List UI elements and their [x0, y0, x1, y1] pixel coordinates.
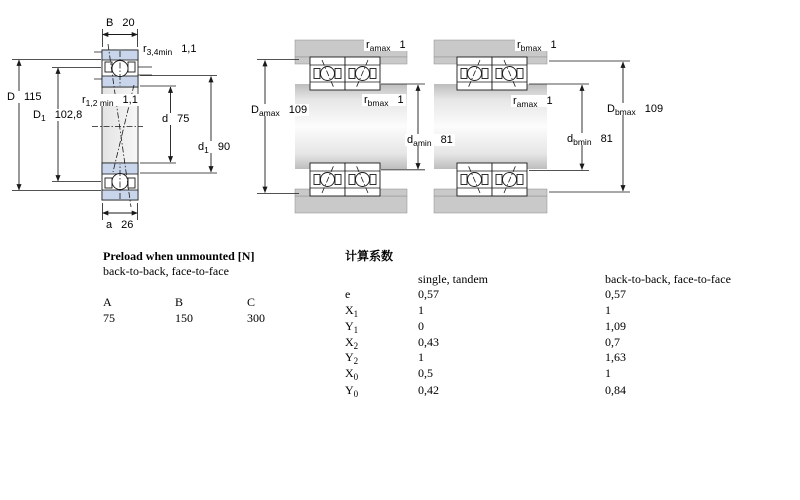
housing-shoulder — [527, 189, 547, 196]
preload-table — [103, 249, 323, 329]
factors-row: $X_1$ — [345, 303, 359, 319]
dim-ramax-label: $r_{amax}$ 1 — [366, 39, 406, 53]
dim-b-label: B 20 — [106, 17, 135, 29]
housing-shoulder — [434, 57, 457, 64]
factors-row: $X_2$ — [345, 335, 359, 351]
preload-col-header: A — [103, 295, 112, 309]
housing-shoulder — [295, 57, 310, 64]
factors-value: 1,63 — [605, 350, 626, 364]
factors-table — [345, 249, 745, 399]
factors-value: 0,5 — [418, 366, 433, 380]
dim-damin-label: $d_{amin}$ 81 — [407, 134, 453, 148]
dim-r34-label: $r_{3,4min}$ 1,1 — [143, 43, 197, 57]
factors-row: $X_0$ — [345, 366, 359, 382]
dim-dbmax-label: $D_{bmax}$ 109 — [607, 103, 664, 117]
factors-col1-header: single, tandem — [418, 272, 488, 286]
dim-a-label: a 26 — [106, 219, 134, 231]
housing-shoulder — [434, 189, 457, 196]
housing-shoulder — [527, 57, 547, 64]
housing-shoulder — [380, 189, 407, 196]
factors-value: 0,42 — [418, 383, 439, 397]
dim-ramax-mid-label: $r_{amax}$ 1 — [513, 95, 553, 109]
housing-shoulder — [380, 57, 407, 64]
factors-value: 0,84 — [605, 383, 626, 397]
factors-value: 0 — [418, 319, 424, 333]
factors-value: 0,57 — [418, 287, 439, 301]
factors-value: 1,09 — [605, 319, 626, 333]
factors-row: e — [345, 287, 351, 301]
dim-dbmin-label: $d_{bmin}$ 81 — [567, 133, 613, 147]
dim-bore-label: d 75 — [162, 113, 190, 125]
preload-col-header: B — [175, 295, 184, 309]
factors-value: 0,43 — [418, 335, 439, 349]
factors-row: $Y_0$ — [345, 383, 359, 399]
factors-value: 1 — [605, 366, 611, 380]
factors-value: 1 — [418, 350, 424, 364]
factors-col2-header: back-to-back, face-to-face — [605, 272, 731, 286]
dim-r12-label: $r_{1,2 min}$ 1,1 — [82, 94, 138, 108]
factors-table-title: 计算系数 — [345, 249, 394, 263]
dim-d1-outer-label: $D_1$ 102,8 — [33, 109, 83, 123]
preload-value: 150 — [175, 311, 193, 325]
housing-shoulder — [295, 189, 310, 196]
preload-value: 75 — [103, 311, 115, 325]
housing-bottom — [434, 196, 547, 213]
dim-damax-label: $D_{amax}$ 109 — [251, 104, 308, 118]
factors-value: 1 — [418, 303, 424, 317]
preload-table-subtitle: back-to-back, face-to-face — [103, 264, 229, 278]
factors-value: 0,7 — [605, 335, 620, 349]
factors-row: $Y_2$ — [345, 350, 359, 366]
dim-rbmax-label: $r_{bmax}$ 1 — [364, 94, 404, 108]
housing-bottom — [295, 196, 407, 213]
arrangement-a-drawing — [257, 40, 425, 213]
preload-col-header: C — [247, 295, 256, 309]
preload-value: 300 — [247, 311, 265, 325]
factors-value: 1 — [605, 303, 611, 317]
factors-row: $Y_1$ — [345, 319, 359, 335]
arrangement-b-drawing — [434, 40, 630, 213]
factors-value: 0,57 — [605, 287, 626, 301]
dim-rbmax-top-label: $r_{bmax}$ 1 — [517, 39, 557, 53]
dim-d1-bore-label: $d_1$ 90 — [198, 141, 231, 155]
preload-table-title: Preload when unmounted [N] — [103, 249, 255, 263]
dim-d-outer-label: D 115 — [7, 91, 42, 103]
